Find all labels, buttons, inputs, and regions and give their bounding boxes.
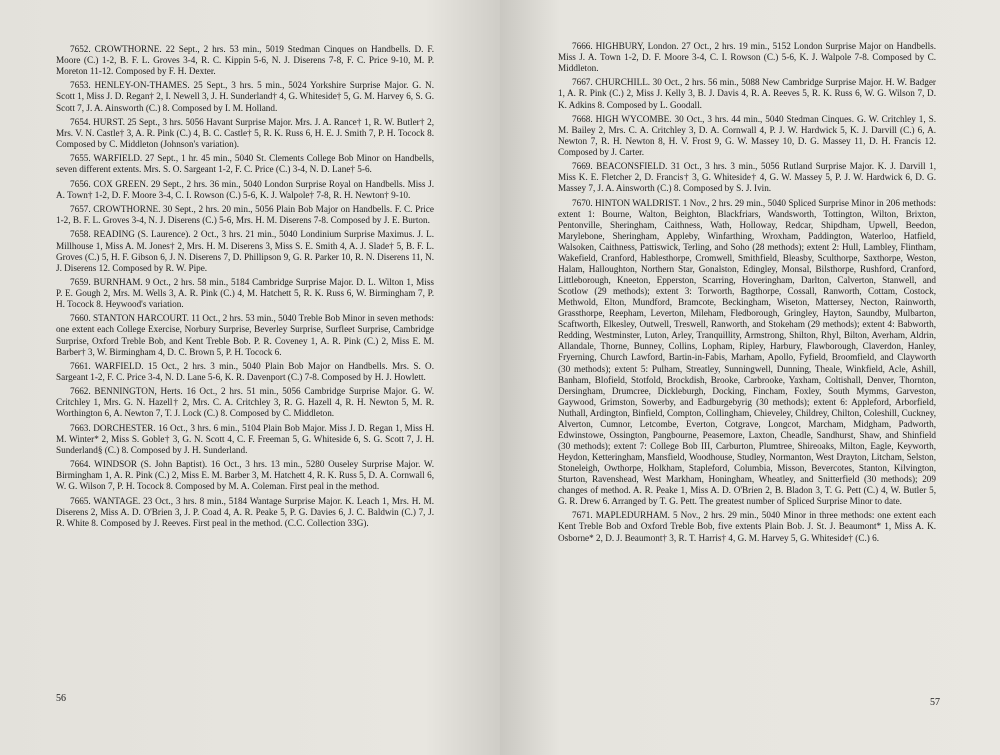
peal-entry: 7670. HINTON WALDRIST. 1 Nov., 2 hrs. 29 min., 5040 Spliced Surprise Minor in 206 methods: extent 1: Bourne, Walton, Beighton, Blackfriars, Wandsworth, Tottington, Wilton, Brixton, Pentonville, Sheringham, Caithness, Wath, Holloway, Redcar, Shipdham, Upwell, Beedon, Marylebone, Sheringham, Appleby, Winfarthing, Wroxham, Paddington, Waterloo, Hatfield, Walsoken, Caithness, Pattiswick, Terling, and Soho (28 methods); extent 2: Hull, Lambley, Flintham, Wakefield, Cranford, Hablesthorpe, Cromwell, Smithfield, Bleasby, Sculthorpe, Saxthorpe, Weston, Halam, Halloughton, Northern Star, Gonalston, Edingley, Monsal, Bilsthorpe, Rushford, Cranford, Littleborough, Kneeton, Epperston, Scarring, Hoveringham, Darlton, Calverton, Stanwell, and Scotlow (29 methods); extent 3: Torworth, Bagthorpe, Cossall, Ranworth, Cottam, Costock, Methwold, Elton, Mundford, Bramcote, Beckingham, Wiseton, Mattersey, Necton, Rainworth, Grassthorpe, Reepham, Leverton, Mileham, Fledborough, Gringley, Hayton, Saundby, Mulbarton, Scaftworth, Elkesley, Outwell, Treswell, Ranworth, and Stokeham (29 methods); extent 4: Babworth, Redding, Westminster, Luton, Arley, Tranquillity, Armstrong, Shilton, Rhyl, Bilton, Averham, Aldrin, Allandale, Thorne, Bunney, Collins, Lopham, Ripley, Harbury, Flawborough, Claverdon, Hanley, Fryerning, Church Lawford, Bartin-in-Fabis, Marham, Apollo, Fyfield, Broomfield, and Clayworth (30 methods); extent 5: Pulham, Streatley, Sunningwell, Dunning, Theale, Winkfield, Acle, Ashill, Banham, Blofield, Stotfold, Brockdish, Brooke, Carbrooke, Yaxham, Coltishall, Denver, Thornton, Dersingham, Drumcree, Dickleburgh, Docking, Fincham, Foxley, South Mymms, Garveston, Gaywood, Grimston, Sowerby, and Eadburgebyrig (30 methods); extent 6: Appleford, Arborfield, Nuthall, Ardington, Binfield, Compton, Collingham, Chieveley, Childrey, Chilton, Coleshill, Cuckney, Alverton, Cumnor, Letcombe, Everton, Cotgrave, Longcot, Marcham, Midgham, Padworth, Edwinstowe, Ossington, Pangbourne, Peasemore, Laxton, Cheadle, Sandhurst, Shaw, and Shinfield (30 methods); extent 7: College Bob III, Carburton, Plumtree, Shireoaks, Milton, Eagle, Keyworth, Heydon, Ketteringham, Mansfield, Woodhouse, Studley, Normanton, West Drayton, Litcham, Selston, Stoneleigh, Owthorpe, Holkham, Stapleford, Columbia, Misson, Bevercotes, Stanton, Kilvington, Sturton, Ravenshead, West Markham, Honingham, Wheatley, and Snitterfield (30 methods); 209 changes of method. A. R. Peake 1, Miss A. D. O'Brien 2, B. Bladon 3, T. G. Pett (C.) 4, W. Butler 5, G. R. Drew 6. Arranged by T. G. Pett. The greatest number of Spliced Surprise Minor to date. xyxy=(558,197,936,507)
peal-entry: 7659. BURNHAM. 9 Oct., 2 hrs. 58 min., 5184 Cambridge Surprise Major. D. L. Wilton 1, Miss P. E. Gough 2, Mrs. M. Wells 3, A. R. Pink (C.) 4, M. Hatchett 5, R. K. Russ 6, W. Birmingham 7, P. H. Tocock 8. Heywood's variation. xyxy=(56,276,434,310)
peal-entry: 7669. BEACONSFIELD. 31 Oct., 3 hrs. 3 min., 5056 Rutland Surprise Major. K. J. Darvill 1, Miss K. E. Fletcher 2, D. Francis† 3, G. Whiteside† 4, G. W. Massey 5, P. J. W. Hardwick 6, D. G. Massey 7, J. A. Ainsworth (C.) 8. Composed by S. J. Ivin. xyxy=(558,161,936,194)
left-page-text xyxy=(56,44,434,532)
peal-entry: 7661. WARFIELD. 15 Oct., 2 hrs. 3 min., 5040 Plain Bob Major on Handbells. Mrs. S. O. Sargeant 1-2, F. C. Price 3-4, N. D. Lane 5-6, K. R. Davenport (C.) 7-8. Composed by H. J. Howlett. xyxy=(56,360,434,382)
peal-entry: 7654. HURST. 25 Sept., 3 hrs. 5056 Havant Surprise Major. Mrs. J. A. Rance† 1, R. W. Butler† 2, Mrs. V. N. Castle† 3, A. R. Pink (C.) 4, B. C. Castle† 5, R. K. Russ 6, H. E. J. Smith 7, P. H. Tocock 8. Composed by C. Middleton (Johnson's variation). xyxy=(56,116,434,149)
peal-entry: 7667. CHURCHILL. 30 Oct., 2 hrs. 56 min., 5088 New Cambridge Surprise Major. H. W. Badger 1, A. R. Pink (C.) 2, Miss J. Kelly 3, B. J. Davis 4, R. A. Reeves 5, R. K. Russ 6, W. G. Wilson 7, D. K. Adkins 8. Composed by L. Goodall. xyxy=(558,77,936,110)
peal-entry: 7666. HIGHBURY, London. 27 Oct., 2 hrs. 19 min., 5152 London Surprise Major on Handbells. Miss J. A. Town 1-2, D. F. Moore 3-4, C. I. Rowson (C.) 5-6, K. J. Walpole 7-8. Composed by C. Middleton. xyxy=(558,41,936,74)
peal-entry: 7657. CROWTHORNE. 30 Sept., 2 hrs. 20 min., 5056 Plain Bob Major on Handbells. F. C. Price 1-2, B. F. L. Groves 3-4, N. J. Diserens (C.) 5-6, Mrs. H. M. Diserens 7-8. Composed by J. E. Burton. xyxy=(56,204,434,226)
peal-entry: 7655. WARFIELD. 27 Sept., 1 hr. 45 min., 5040 St. Clements College Bob Minor on Handbells, seven different extents. Mrs. S. O. Sargeant 1-2, F. C. Price (C.) 3-4, N. D. Lane† 5-6. xyxy=(56,153,434,175)
peal-entry: 7660. STANTON HARCOURT. 11 Oct., 2 hrs. 53 min., 5040 Treble Bob Minor in seven methods: one extent each College Exercise, Norbury Surprise, Beverley Surprise, Surfleet Surprise, Cambridge Surprise, Oxford Treble Bob, and Kent Treble Bob. P. R. Coveney 1, A. R. Pink (C.) 2, Miss E. M. Barber† 3, W. Birmingham 4, D. C. Brown 5, P. H. Tocock 6. xyxy=(56,313,434,357)
peal-entry: 7656. COX GREEN. 29 Sept., 2 hrs. 36 min., 5040 London Surprise Royal on Handbells. Miss J. A. Town† 1-2, D. F. Moore 3-4, C. I. Rowson (C.) 5-6, K. J. Walpole† 7-8, R. H. Newton† 9-10. xyxy=(56,178,434,200)
peal-entry: 7664. WINDSOR (S. John Baptist). 16 Oct., 3 hrs. 13 min., 5280 Ouseley Surprise Major. W. Birmingham 1, A. R. Pink (C.) 2, Miss E. M. Barber 3, M. Hatchett 4, R. K. Russ 5, D. A. Cornwall 6, W. G. Wilson 7, P. H. Tocock 8. Composed by M. A. Coleman. First peal in the method. xyxy=(56,459,434,492)
peal-entry: 7658. READING (S. Laurence). 2 Oct., 3 hrs. 21 min., 5040 Londinium Surprise Maximus. J. L. Millhouse 1, Miss A. M. Jones† 2, Mrs. H. M. Diserens 3, Miss S. E. Smith 4, A. J. Slade† 5, B. F. L. Groves (C.) 5, H. F. Gibson 6, J. N. Diserens 7, D. Phillipson 9, G. R. Parker 10, R. N. Diserens 11, N. J. Diserens 12. Composed by R. W. Pipe. xyxy=(56,229,434,273)
peal-entry: 7671. MAPLEDURHAM. 5 Nov., 2 hrs. 29 min., 5040 Minor in three methods: one extent each Kent Treble Bob and Oxford Treble Bob, five extents Plain Bob. J. St. J. Beaumont* 1, Miss A. K. Osborne* 2, D. J. Beaumont† 3, R. T. Harris† 4, G. M. Harvey 5, G. Whiteside† (C.) 6. xyxy=(558,510,936,543)
peal-entry: 7662. BENNINGTON, Herts. 16 Oct., 2 hrs. 51 min., 5056 Cambridge Surprise Major. G. W. Critchley 1, Mrs. G. N. Hazell† 2, Mrs. C. A. Critchley 3, R. G. Hazell 4, R. H. Newton 5, M. R. Worthington 6, A. Newton 7, T. J. Lock (C.) 8. Composed by C. Middleton. xyxy=(56,386,434,419)
peal-entry: 7653. HENLEY-ON-THAMES. 25 Sept., 3 hrs. 5 min., 5024 Yorkshire Surprise Major. G. N. Scott 1, Miss J. D. Regan† 2, I. Newell 3, J. H. Sunderland† 4, G. Whiteside† 5, G. M. Harvey 6, S. G. Scott 7, J. A. Ainsworth (C.) 8. Composed by I. M. Holland. xyxy=(56,80,435,113)
peal-entry: 7663. DORCHESTER. 16 Oct., 3 hrs. 6 min., 5104 Plain Bob Major. Miss J. D. Regan 1, Miss H. M. Winter* 2, Miss S. Goble† 3, G. N. Scott 4, C. F. Freeman 5, G. Whiteside 6, S. G. Scott 7, J. H. Sunderland§ (C.) 8. Composed by J. H. Sunderland. xyxy=(56,422,434,455)
peal-entry: 7665. WANTAGE. 23 Oct., 3 hrs. 8 min., 5184 Wantage Surprise Major. K. Leach 1, Mrs. H. M. Diserens 2, Miss A. D. O'Brien 3, J. P. Coad 4, A. R. Peake 5, P. G. Davies 6, J. C. Baldwin (C.) 7, J. R. White 8. Composed by J. Reeves. First peal in the method. (C.C. Collection 33G). xyxy=(56,495,434,528)
peal-entry: 7668. HIGH WYCOMBE. 30 Oct., 3 hrs. 44 min., 5040 Stedman Cinques. G. W. Critchley 1, S. M. Bailey 2, Mrs. C. A. Critchley 3, D. A. Cornwall 4, P. J. W. Hardwick 5, K. J. Darvill (C.) 6, A. Newton 7, R. H. Newton 8, H. V. Frost 9, G. W. Massey 10, D. G. Massey 11, D. H. Francis 12. Composed by J. Carter. xyxy=(558,113,936,158)
page-number: 57 xyxy=(930,697,940,708)
page-number: 56 xyxy=(56,693,66,704)
right-page xyxy=(500,0,1000,755)
right-page-text xyxy=(558,41,936,547)
peal-entry: 7652. CROWTHORNE. 22 Sept., 2 hrs. 53 min., 5019 Stedman Cinques on Handbells. D. F. Moore (C.) 1-2, B. F. L. Groves 3-4, R. C. Kippin 5-6, N. J. Diserens 7-8, F. C. Price 9-10, M. P. Moreton 11-12. Composed by F. H. Dexter. xyxy=(56,44,434,77)
